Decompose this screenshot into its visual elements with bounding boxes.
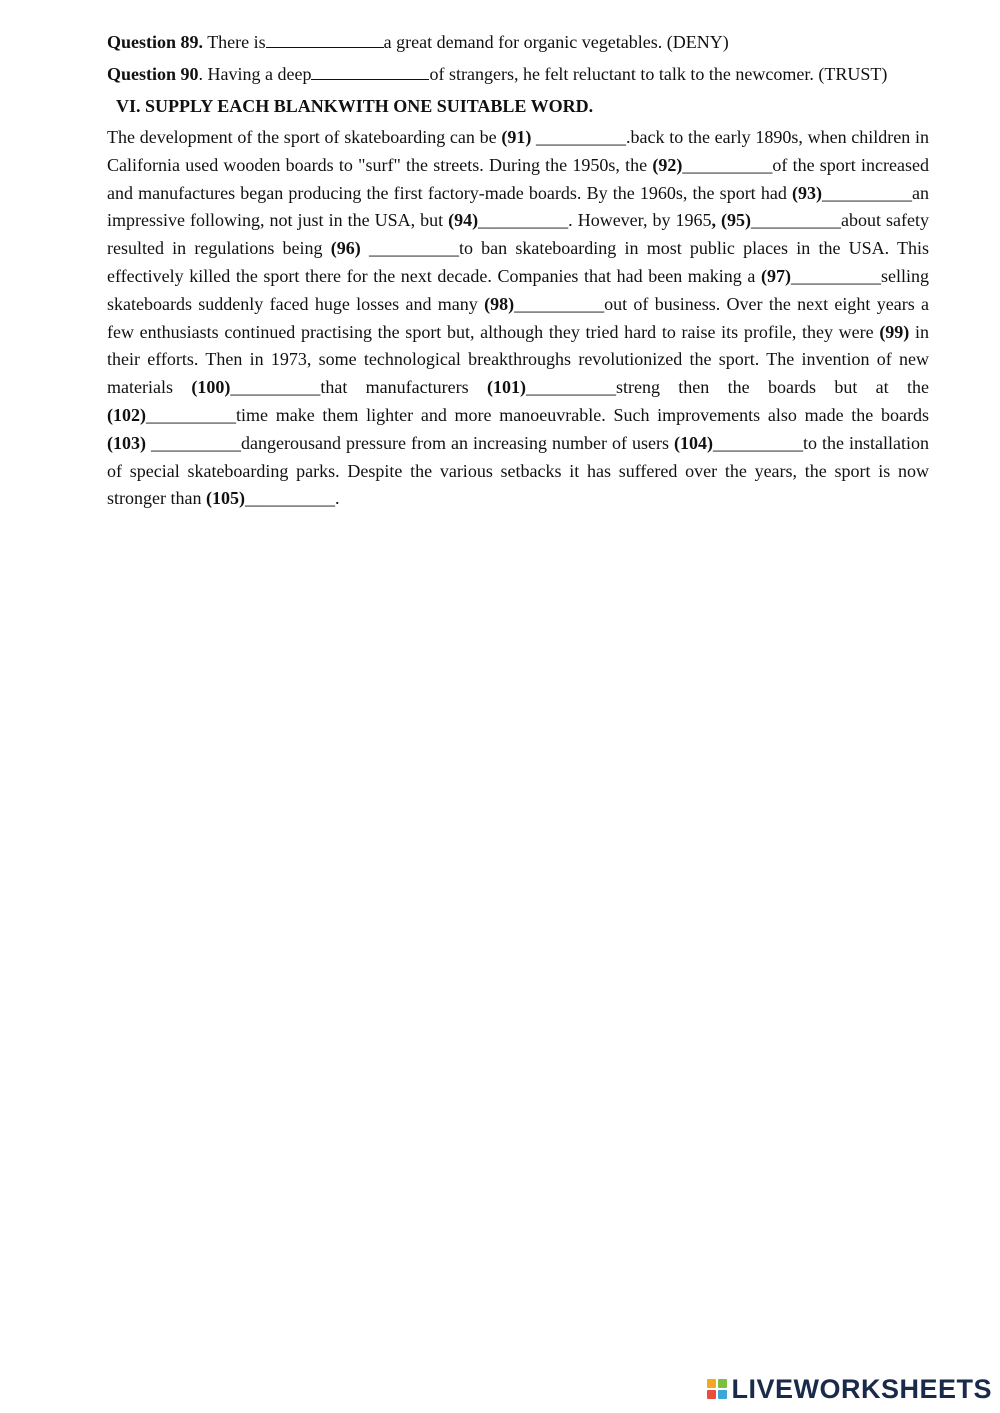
passage-text: in their efforts. Then in 1973, some technological breakthroughs revolutionized the sport. The invention of new materials [107,321,929,398]
section-title: VI. SUPPLY EACH BLANKWITH ONE SUITABLE WORD. [116,96,594,116]
question-90 [107,62,929,86]
passage-text: __________out of business. Over the next eight years a few enthusiasts continued practising the sport but, although they tried hard to raise its profile, they were [107,293,930,342]
blank-number: (105) [205,488,245,509]
passage-text: __________to ban skateboarding in most public places in the USA. This effectively killed the sport there for the next decade. Companies that had been making a [107,238,930,286]
blank-number: (91) [501,127,532,147]
question-90-blank[interactable] [311,64,429,80]
passage-text: __________dangerousand pressure from an increasing number of users [146,432,674,453]
liveworksheets-logo-text: LIVEWORKSHEETS [731,1373,992,1404]
blank-number: (96) [330,238,361,259]
blank-number: (92) [652,154,683,175]
question-89 [107,30,929,54]
blank-number: , (95) [711,210,752,231]
blank-number: (97) [761,265,791,286]
passage-text: __________. However, by 1965 [478,210,712,231]
passage-text: __________streng then the boards but at the [525,377,929,398]
question-89-text-before: There is [203,32,266,52]
blank-number: (100) [191,377,231,398]
liveworksheets-logo [707,1375,992,1403]
passage-text: __________. [244,488,340,509]
blank-number: (99) [879,321,910,342]
passage-text: __________that manufacturers [230,377,487,398]
question-90-label: Question 90 [107,64,199,84]
question-90-text-after: of strangers, he felt reluctant to talk to the newcomer. (TRUST) [429,64,888,84]
passage-text: __________of the sport increased and manufactures began producing the first factory-made boards. By the 1960s, the sport had [107,154,929,203]
passage-text: __________time make them lighter and more manoeuvrable. Such improvements also made the boards [146,404,929,425]
liveworksheets-logo-icon [707,1379,727,1399]
passage-text: __________an impressive following, not just in the USA, but [107,182,929,231]
passage-text: __________about safety resulted in regulations being [107,210,930,259]
blank-number: (101) [486,377,526,398]
cloze-passage [107,124,929,513]
question-89-text-after: a great demand for organic vegetables. (DENY) [383,32,729,52]
passage-text: The development of the sport of skateboarding can be [107,127,502,147]
passage-text: __________selling skateboards suddenly faced huge losses and many [107,265,929,314]
blank-number: (94) [448,210,479,231]
blank-number: (102) [107,404,146,425]
worksheet-page [107,30,929,513]
question-89-label: Question 89. [107,32,204,52]
passage-text: __________.back to the early 1890s, when children in California used wooden boards to "surf" the streets. During the 1950s, the [107,127,929,175]
blank-number: (104) [673,432,713,453]
passage-text: __________to the installation of special skateboarding parks. Despite the various setbacks it has suffered over the years, the sport is now stronger than [107,432,929,509]
question-89-blank[interactable] [266,32,384,48]
blank-number: (103) [107,432,146,453]
question-90-text-before: . Having a deep [198,64,312,84]
blank-number: (98) [484,293,515,314]
blank-number: (93) [792,182,822,203]
